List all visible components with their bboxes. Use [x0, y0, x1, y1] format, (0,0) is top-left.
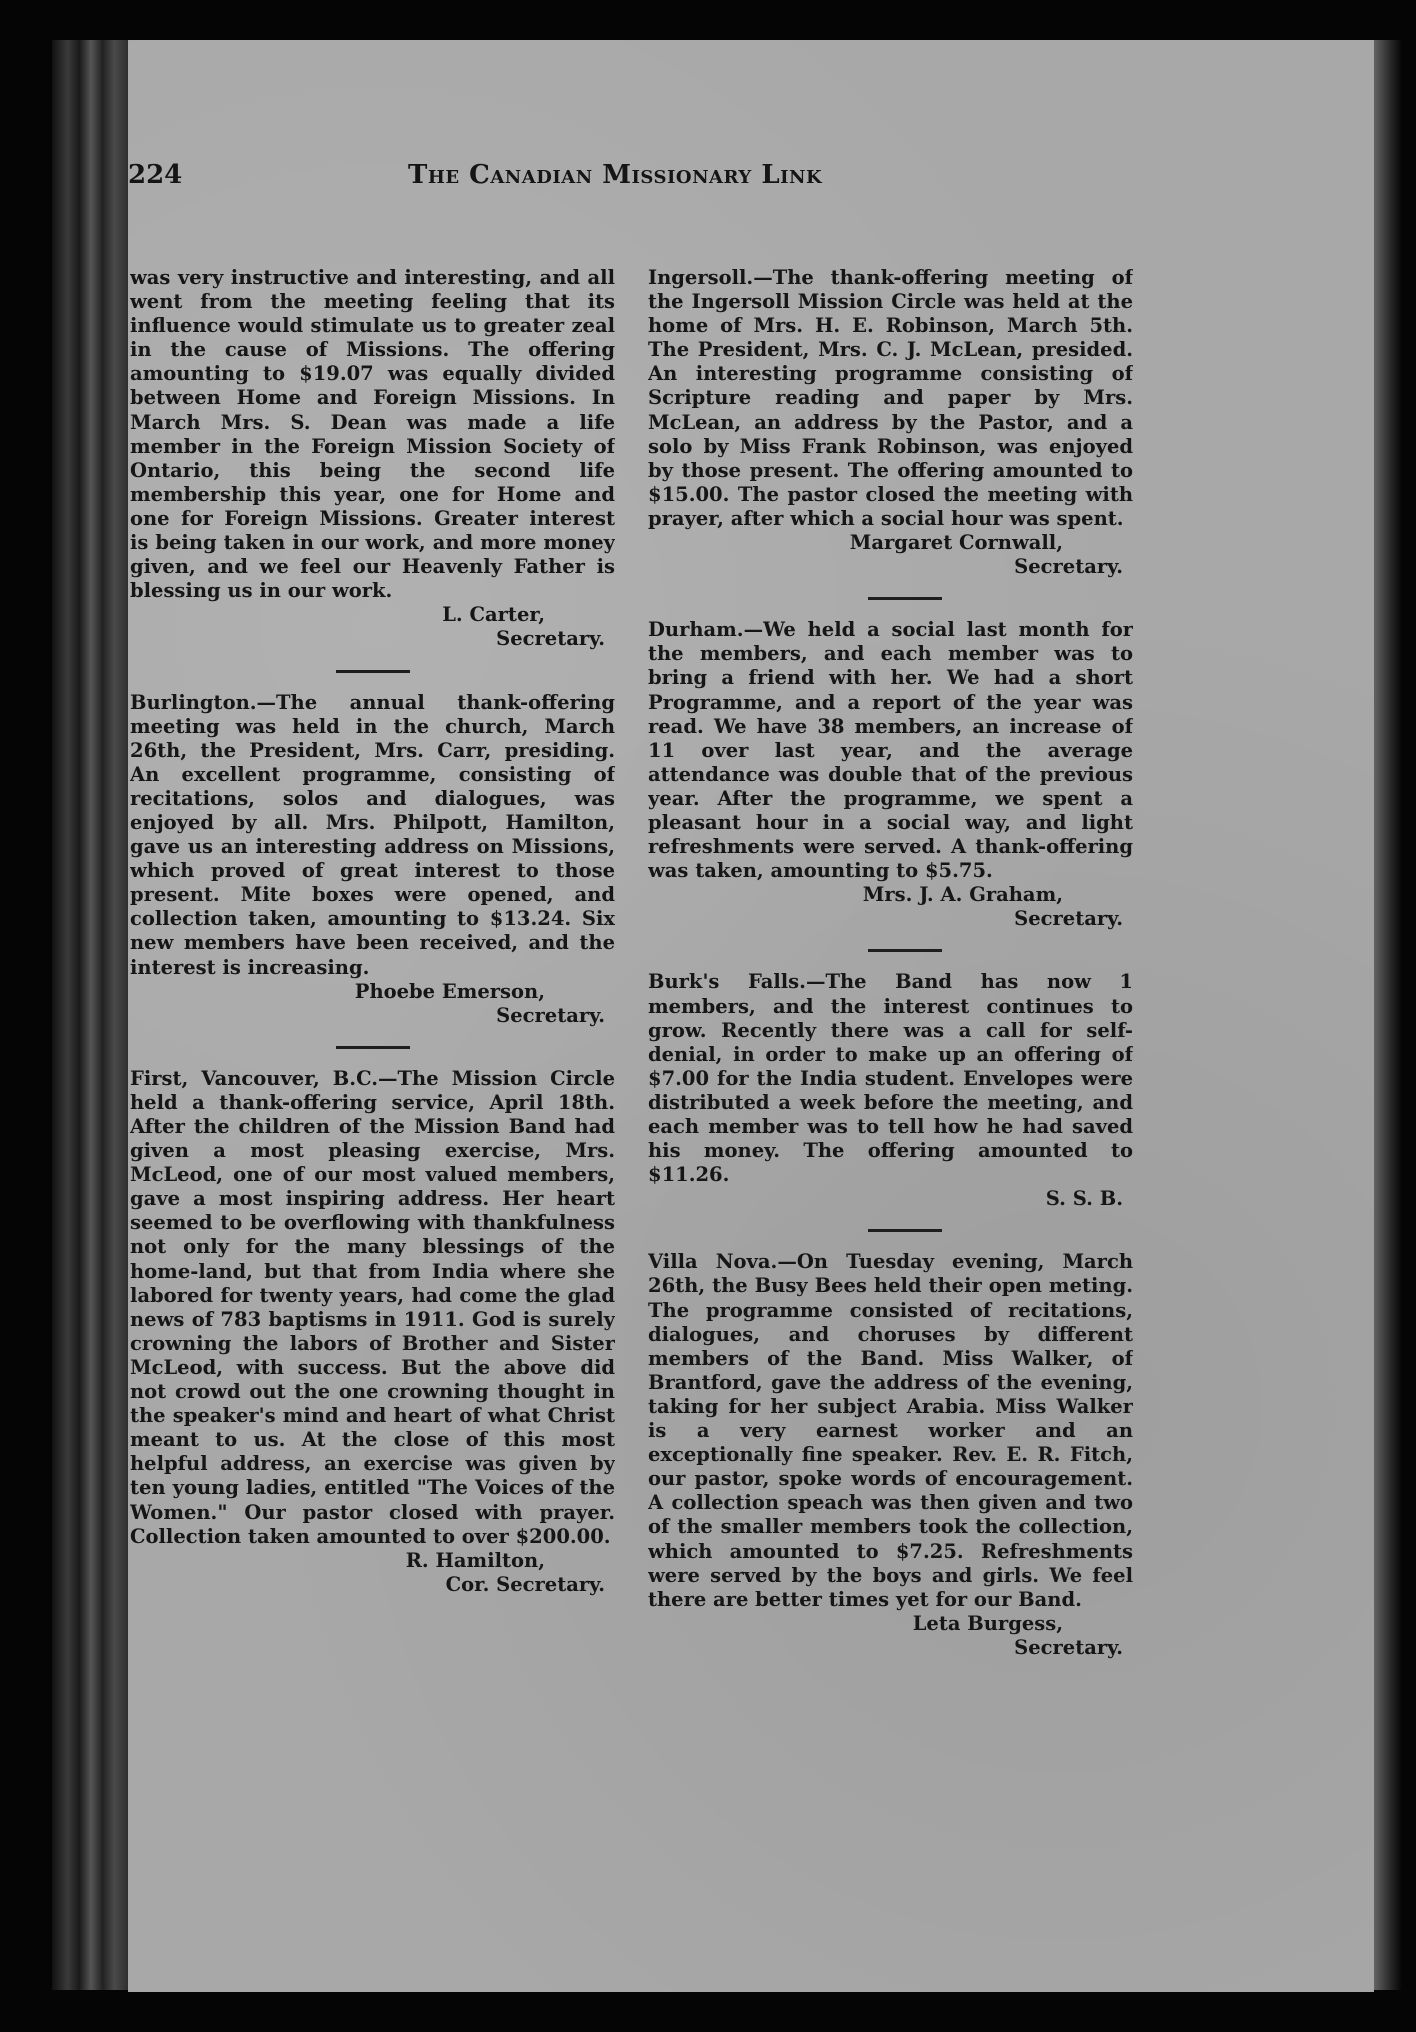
report-text: Villa Nova.—On Tuesday evening, March 26th, the Busy Bees held their open meting. The programme consisted of recitations, dialogues, and choruses by different members of the Band. Miss Walker, of Brantford, gave the address of the evening, taking for her subject Arabia. Miss Walker is a very earnest worker and an exceptionally fine speaker. Rev. E. R. Fitch, our pastor, spoke words of encouragement. A collection speach was then given and two of the smaller members took the collection, which amounted to $7.25. Refreshments were served by the boys and girls. We feel there are better times yet for our Band.	[648, 1250, 1133, 1611]
signature-title: Secretary.	[1014, 555, 1123, 579]
report-continuation	[130, 266, 615, 652]
report-text: was very instructive and interesting, and all went from the meeting feeling that its influence would stimulate us to greater zeal in the cause of Missions. The offering amounting to $19.07 was equally divided between Home and Foreign Missions. In March Mrs. S. Dean was made a life member in the Foreign Mission Society of Ontario, this being the second life membership this year, one for Home and one for Foreign Missions. Greater interest is being taken in our work, and more money given, and we feel our Heavenly Father is blessing us in our work.	[130, 266, 615, 603]
journal-title: The Canadian Missionary Link	[408, 160, 823, 190]
section-divider	[868, 949, 942, 952]
signature-title: Secretary.	[496, 1003, 605, 1027]
signature-title: Secretary.	[1014, 1635, 1123, 1659]
report-vancouver	[130, 1067, 615, 1597]
report-text: First, Vancouver, B.C.—The Mission Circle held a thank-offering service, April 18th. After the children of the Mission Band had given a most pleasing exercise, Mrs. McLeod, one of our most valued members, gave a most inspiring address. Her heart seemed to be overflowing with thankfulness not only for the many blessings of the home-land, but that from India where she labored for twenty years, had come the glad news of 783 baptisms in 1911. God is surely crowning the labors of Brother and Sister McLeod, with success. But the above did not crowd out the one crowning thought in the speaker's mind and heart of what Christ meant to us. At the close of this most helpful address, an exercise was given by ten young ladies, entitled "The Voices of the Women." Our pastor closed with prayer. Collection taken amounted to over $200.00.	[130, 1066, 615, 1548]
left-column	[130, 266, 615, 1846]
running-head	[128, 160, 998, 210]
signature-name: R. Hamilton,	[405, 1548, 545, 1572]
report-durham	[648, 618, 1133, 931]
report-text: Ingersoll.—The thank-offering meeting of the Ingersoll Mission Circle was held at the home of Mrs. H. E. Robinson, March 5th. The President, Mrs. C. J. McLean, presided. An interesting programme consisting of Scripture reading and paper by Mrs. McLean, an address by the Pastor, and a solo by Miss Frank Robinson, was enjoyed by those present. The offering amounted to $15.00. The pastor closed the meeting with prayer, after which a social hour was spent.	[648, 266, 1133, 530]
scan-right-edge	[1372, 40, 1402, 1990]
signature-name: Leta Burgess,	[912, 1611, 1063, 1635]
signature-title: Secretary.	[496, 627, 605, 651]
report-text: Burlington.—The annual thank-offering meeting was held in the church, March 26th, the President, Mrs. Carr, presiding. An excellent programme, consisting of recitations, solos and dialogues, was enjoyed by all. Mrs. Philpott, Hamilton, gave us an interesting address on Missions, which proved of great interest to those present. Mite boxes were opened, and collection taken, amounting to $13.24. Six new members have been received, and the interest is increasing.	[130, 690, 615, 979]
report-burlington	[130, 691, 615, 1028]
report-burks-falls	[648, 970, 1133, 1211]
signature-title: Secretary.	[1014, 907, 1123, 931]
section-divider	[868, 1229, 942, 1232]
section-divider	[336, 1046, 410, 1049]
signature-title: Cor. Secretary.	[445, 1572, 605, 1596]
report-text: Burk's Falls.—The Band has now 1 members, and the interest continues to grow. Recently there was a call for self-denial, in order to make up an offering of $7.00 for the India student. Envelopes were distributed a week before the meeting, and each member was to tell how he had saved his money. The offering amounted to $11.26.	[648, 970, 1133, 1187]
report-text: Durham.—We held a social last month for the members, and each member was to bring a friend with her. We had a short Programme, and a report of the year was read. We have 38 members, an increase of 11 over last year, and the average attendance was double that of the previous year. After the programme, we spent a pleasant hour in a social way, and light refreshments were served. A thank-offering was taken, amounting to $5.75.	[648, 618, 1133, 883]
scan-binding-edge	[52, 40, 130, 1990]
right-column	[648, 266, 1133, 1846]
signature-name: Phoebe Emerson,	[354, 979, 545, 1003]
signature-name: S. S. B.	[1045, 1187, 1123, 1211]
report-ingersoll	[648, 266, 1133, 579]
signature-name: Mrs. J. A. Graham,	[862, 883, 1063, 907]
report-villa-nova	[648, 1250, 1133, 1660]
signature-name: Margaret Cornwall,	[849, 531, 1063, 555]
section-divider	[336, 670, 410, 673]
signature-name: L. Carter,	[442, 603, 545, 627]
section-divider	[868, 597, 942, 600]
page-number: 224	[128, 160, 183, 190]
